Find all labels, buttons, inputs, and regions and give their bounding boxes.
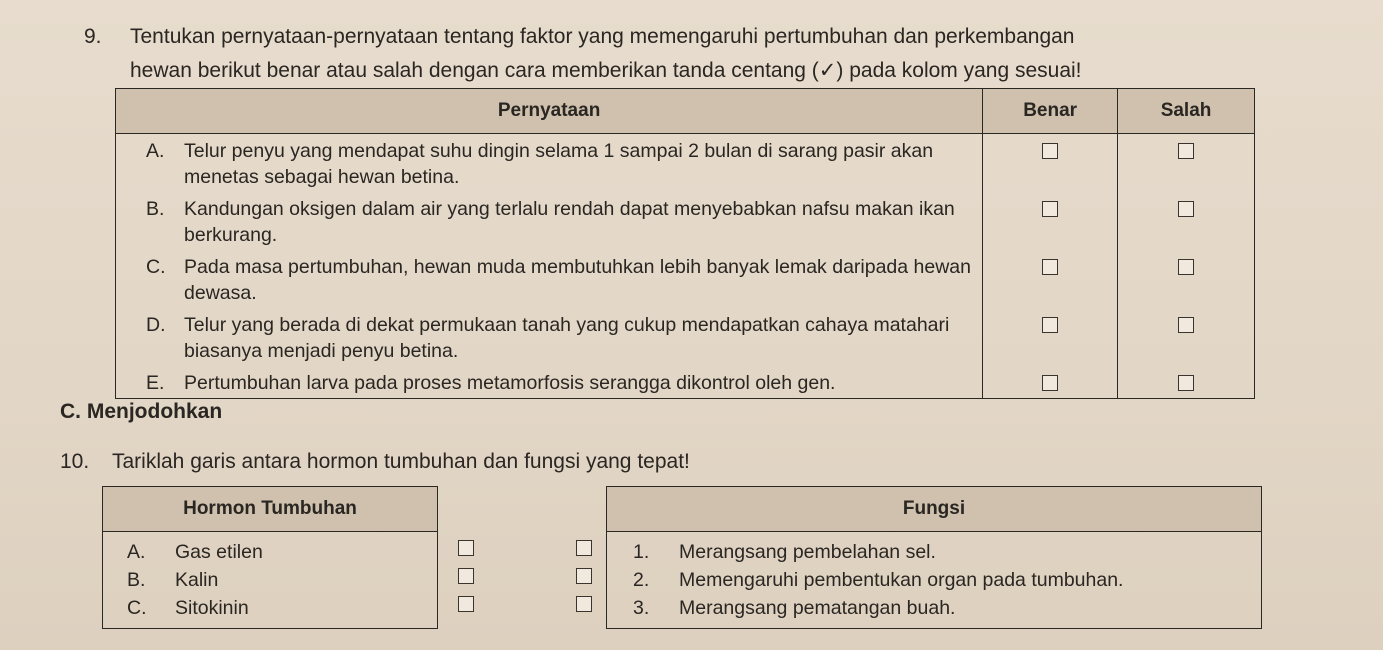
function-number: 3. bbox=[633, 596, 650, 619]
statement-text: Pada masa pertumbuhan, hewan muda membutuhkan lebih banyak lemak daripada hewan dewasa. bbox=[184, 256, 971, 304]
statement-letter: C. bbox=[146, 256, 166, 278]
statement-letter: E. bbox=[146, 372, 165, 394]
function-item-3 bbox=[607, 597, 1261, 620]
match-box-right-2[interactable] bbox=[576, 568, 592, 584]
match-box-left-b[interactable] bbox=[458, 568, 474, 584]
statement-row-b bbox=[116, 192, 1255, 250]
question-9-text-line-1: Tentukan pernyataan-pernyataan tentang faktor yang memengaruhi pertumbuhan dan perkembangan bbox=[130, 25, 1075, 48]
statement-row-a bbox=[116, 134, 1255, 193]
statement-letter: B. bbox=[146, 198, 165, 220]
function-table bbox=[606, 486, 1262, 629]
hormone-item-b bbox=[103, 569, 437, 592]
question-10-text: Tariklah garis antara hormon tumbuhan dan fungsi yang tepat! bbox=[112, 450, 690, 473]
function-text: Memengaruhi pembentukan organ pada tumbuhan. bbox=[679, 568, 1124, 591]
match-box-right-1[interactable] bbox=[576, 540, 592, 556]
checkbox-false-d[interactable] bbox=[1178, 317, 1194, 333]
statement-text: Telur penyu yang mendapat suhu dingin selama 1 sampai 2 bulan di sarang pasir akan menetas sebagai hewan betina. bbox=[184, 140, 934, 188]
statement-text: Kandungan oksigen dalam air yang terlalu rendah dapat menyebabkan nafsu makan ikan berkurang. bbox=[184, 198, 955, 246]
hormone-letter: A. bbox=[127, 540, 146, 563]
function-text: Merangsang pematangan buah. bbox=[679, 596, 956, 619]
statements-header-row bbox=[116, 89, 1255, 134]
checkbox-false-c[interactable] bbox=[1178, 259, 1194, 275]
checkbox-true-c[interactable] bbox=[1042, 259, 1058, 275]
checkbox-true-e[interactable] bbox=[1042, 375, 1058, 391]
hormone-name: Gas etilen bbox=[175, 540, 263, 563]
checkbox-false-b[interactable] bbox=[1178, 201, 1194, 217]
section-c-title: C. Menjodohkan bbox=[60, 400, 223, 423]
function-item-2 bbox=[607, 569, 1261, 592]
question-9-number: 9. bbox=[84, 25, 102, 48]
statement-row-d bbox=[116, 308, 1255, 366]
match-box-right-3[interactable] bbox=[576, 596, 592, 612]
function-text: Merangsang pembelahan sel. bbox=[679, 540, 936, 563]
checkbox-false-e[interactable] bbox=[1178, 375, 1194, 391]
header-false: Salah bbox=[1118, 89, 1255, 134]
hormone-letter: B. bbox=[127, 568, 146, 591]
statement-letter: A. bbox=[146, 140, 165, 162]
function-number: 2. bbox=[633, 568, 650, 591]
function-header: Fungsi bbox=[607, 487, 1262, 532]
hormone-item-a bbox=[103, 541, 437, 564]
function-number: 1. bbox=[633, 540, 650, 563]
statement-text: Pertumbuhan larva pada proses metamorfosis serangga dikontrol oleh gen. bbox=[184, 372, 836, 394]
statement-text: Telur yang berada di dekat permukaan tanah yang cukup mendapatkan cahaya matahari biasanya menjadi penyu betina. bbox=[184, 314, 950, 362]
statement-letter: D. bbox=[146, 314, 166, 336]
match-box-left-c[interactable] bbox=[458, 596, 474, 612]
question-9-text-line-2: hewan berikut benar atau salah dengan cara memberikan tanda centang (✓) pada kolom yang sesuai! bbox=[130, 59, 1082, 82]
checkbox-true-d[interactable] bbox=[1042, 317, 1058, 333]
hormone-name: Kalin bbox=[175, 568, 219, 591]
checkbox-true-b[interactable] bbox=[1042, 201, 1058, 217]
header-true: Benar bbox=[983, 89, 1118, 134]
hormone-name: Sitokinin bbox=[175, 596, 249, 619]
function-item-1 bbox=[607, 541, 1261, 564]
statement-row-c bbox=[116, 250, 1255, 308]
match-box-left-a[interactable] bbox=[458, 540, 474, 556]
hormone-letter: C. bbox=[127, 596, 147, 619]
header-statement: Pernyataan bbox=[116, 89, 983, 134]
statement-row-e bbox=[116, 366, 1255, 399]
hormone-table bbox=[102, 486, 438, 629]
checkbox-false-a[interactable] bbox=[1178, 143, 1194, 159]
question-10-number: 10. bbox=[60, 450, 90, 473]
statements-table bbox=[115, 88, 1255, 399]
checkbox-true-a[interactable] bbox=[1042, 143, 1058, 159]
hormone-item-c bbox=[103, 597, 437, 620]
hormone-header: Hormon Tumbuhan bbox=[103, 487, 438, 532]
